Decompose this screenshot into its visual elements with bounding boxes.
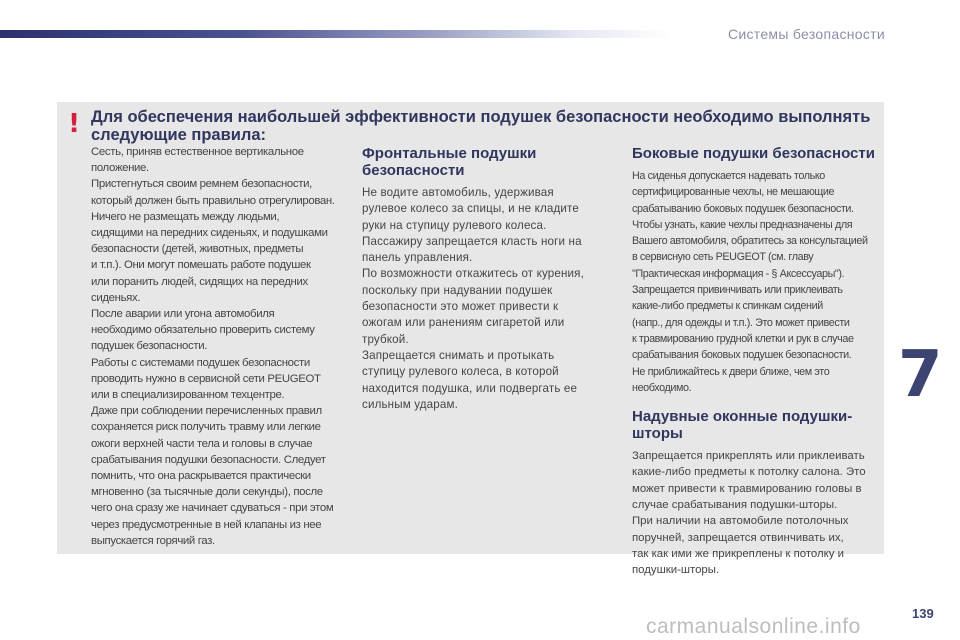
front-airbags-text — [362, 185, 610, 413]
curtain-airbags-heading-line2: шторы — [632, 425, 683, 443]
front-airbags-line: По возможности откажитесь от курения, — [362, 267, 584, 281]
curtain-airbags-heading — [632, 408, 880, 442]
side-airbags-column — [632, 145, 880, 579]
exclamation-icon: ! — [68, 109, 80, 139]
curtain-airbags-line: какие-либо предметы к потолку салона. Это — [632, 466, 866, 479]
general-rules-line: подушек безопасности. — [91, 340, 208, 353]
warning-heading-line1: Для обеспечения наибольшей эффективности подушек безопасности необходимо выполнять — [91, 108, 871, 126]
front-airbags-line: находится подушка, или подвергать ее — [362, 381, 578, 395]
front-airbags-heading-line1: Фронтальные подушки — [362, 145, 537, 162]
general-rules-line: выпускается горячий газ. — [91, 534, 215, 547]
general-rules-line: Сесть, приняв естественное вертикальное — [91, 146, 304, 158]
front-airbags-line: трубкой. — [362, 332, 409, 346]
general-rules-line: сидящими на передних сиденьях, и подушками — [91, 227, 328, 240]
curtain-airbags-line: подушки-шторы. — [632, 564, 720, 577]
front-airbags-line: Пассажиру запрещается класть ноги на — [362, 234, 582, 248]
chapter-number: 7 — [898, 338, 943, 412]
general-rules-line: или поранить людей, сидящих на передних — [91, 275, 308, 288]
side-airbags-line: Чтобы узнать, какие чехлы предназначены для — [632, 218, 853, 231]
general-rules-line: сохраняется риск получить травму или легкие — [91, 421, 321, 434]
front-airbags-line: панель управления. — [362, 251, 473, 265]
front-airbags-heading-line2: безопасности — [362, 162, 465, 179]
side-airbags-line: "Практическая информация - § Аксессуары"). — [632, 267, 845, 280]
front-airbags-line: Не водите автомобиль, удерживая — [362, 186, 554, 199]
general-rules-line: через предусмотренные в ней клапаны из нее — [91, 518, 322, 531]
warning-heading-line2: следующие правила: — [91, 126, 267, 144]
general-rules-line: положение. — [91, 162, 149, 175]
curtain-airbags-line: так как ими же прикреплены к потолку и — [632, 547, 844, 560]
general-rules-line: Пристегнуться своим ремнем безопасности, — [91, 178, 312, 191]
general-rules-line: мгновенно (за тысячные доли секунды), после — [91, 486, 323, 499]
general-rules-line: необходимо обязательно проверить систему — [91, 324, 315, 337]
front-airbags-line: безопасности это может привести к — [362, 300, 559, 314]
front-airbags-column — [362, 145, 610, 413]
front-airbags-line: ожогам или ранениям сигаретой или — [362, 316, 565, 330]
side-airbags-line: какие-либо предметы к спинкам сидений — [632, 300, 823, 313]
general-rules-line: который должен быть правильно отрегулирован. — [91, 194, 335, 207]
front-airbags-line: сильным ударам. — [362, 397, 458, 411]
front-airbags-line: поскольку при надувании подушек — [362, 283, 553, 297]
general-rules-line: Работы с системами подушек безопасности — [91, 356, 310, 369]
section-title: Системы безопасности — [727, 26, 885, 42]
curtain-airbags-line: может привести к травмированию головы в — [632, 482, 862, 495]
side-airbags-line: На сиденья допускается надевать только — [632, 170, 825, 182]
watermark: carmanualsonline.info — [646, 615, 861, 638]
curtain-airbags-text — [632, 448, 880, 578]
general-rules-line: Ничего не размещать между людьми, — [91, 210, 280, 223]
side-airbags-line: Запрещается привинчивать или приклеивать — [632, 284, 843, 297]
front-airbags-heading — [362, 145, 610, 179]
general-rules-column — [91, 144, 343, 549]
side-airbags-line: срабатыванию боковых подушек безопасности. — [632, 202, 854, 215]
general-rules-line: чего она сразу же начинает сдуваться - при этом — [91, 502, 334, 515]
side-airbags-line: в сервисную сеть PEUGEOT (см. главу — [632, 251, 814, 264]
curtain-airbags-line: Запрещается прикреплять или приклеивать — [632, 450, 865, 463]
side-airbags-line: срабатывания боковых подушек безопасности. — [632, 349, 852, 362]
side-airbags-line: (напр., для одежды и т.п.). Это может привести — [632, 316, 850, 329]
side-airbags-text — [632, 168, 880, 396]
side-airbags-line: Вашего автомобиля, обратитесь за консультацией — [632, 235, 868, 248]
general-rules-line: срабатывания подушки безопасности. Следует — [91, 453, 326, 466]
general-rules-line: помнить, что она раскрывается практически — [91, 470, 311, 483]
front-airbags-line: руки на ступицу рулевого колеса. — [362, 218, 547, 232]
front-airbags-line: Запрещается снимать и протыкать — [362, 348, 555, 362]
general-rules-line: безопасности (детей, животных, предметы — [91, 243, 304, 256]
warning-heading — [91, 108, 881, 144]
general-rules-line: и т.п.). Они могут помешать работе подушек — [91, 259, 311, 272]
front-airbags-line: ступицу рулевого колеса, в которой — [362, 365, 559, 379]
general-rules-line: Даже при соблюдении перечисленных правил — [91, 405, 322, 418]
side-airbags-line: Не приближайтесь к двери ближе, чем это — [632, 365, 830, 378]
curtain-airbags-line: случае срабатывания подушки-шторы. — [632, 499, 838, 512]
side-airbags-line: сертифицированные чехлы, не мешающие — [632, 186, 835, 199]
side-airbags-line: необходимо. — [632, 381, 692, 394]
curtain-airbags-line: При наличии на автомобиле потолочных — [632, 515, 849, 528]
front-airbags-line: рулевое колесо за спицы, и не кладите — [362, 202, 579, 216]
general-rules-line: или в специализированном техцентре. — [91, 389, 285, 402]
curtain-airbags-line: поручней, запрещается отвинчивать их, — [632, 531, 844, 544]
page-number: 139 — [912, 606, 934, 621]
side-airbags-line: к травмированию грудной клетки и рук в случае — [632, 332, 854, 345]
general-rules-line: сиденьях. — [91, 291, 141, 304]
side-airbags-heading: Боковые подушки безопасности — [632, 145, 875, 162]
general-rules-line: ожоги верхней части тела и головы в случае — [91, 437, 313, 450]
curtain-airbags-heading-line1: Надувные оконные подушки- — [632, 408, 853, 426]
general-rules-line: После аварии или угона автомобиля — [91, 308, 275, 321]
general-rules-line: проводить нужно в сервисной сети PEUGEOT — [91, 372, 321, 385]
